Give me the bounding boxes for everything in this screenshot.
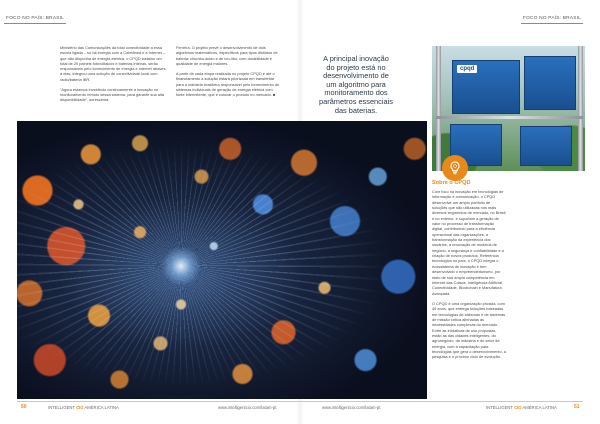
paragraph: Com foco na inovação em tecnologias de informação e comunicação, o CPQD desenvolve um amplo portfólio de soluções que são utilizadas nos mais diversos segmentos de mercado, no Brasil e no exterior, e suportam a geração de valor no processo de transformação digital, contribuindo para a eficiência operacional das organizações, a transformação da experiência dos usuários, a renovação de modelos de negócio, a segurança e confiabilidade e a criação de novos produtos. Referência tecnológica no país, o CPQD integra o ecossistema de inovação e tem desenvolvido o empreendedorismo, por meio de sua ampla competência em Internet das Coisas, Inteligência Artificial, Conectividade, Blockchain e Manufatura Avançada. xyxy=(432,189,506,296)
pull-quote-line: A principal inovação xyxy=(323,54,389,63)
sidebar-title: Sobre o CPQD xyxy=(432,180,471,186)
brand-suffix: AMÉRICA LATINA xyxy=(84,405,119,410)
sidebar-body xyxy=(432,189,506,365)
pull-quote-line: monitoramento dos xyxy=(324,88,388,98)
pull-quote-line: desenvolvimento de xyxy=(323,71,389,81)
frame-pole-left xyxy=(436,46,441,171)
pull-quote-line: um algoritmo para xyxy=(326,79,386,89)
brand-prefix: INTELLIGENT xyxy=(48,405,75,410)
lightbulb-gear-icon xyxy=(442,155,468,181)
brand-cio: CIO xyxy=(514,405,522,410)
footer-rule xyxy=(17,401,583,402)
footer-brand-left xyxy=(48,405,119,410)
footer-url-right: www.intelligentcio.com/latam-pt xyxy=(322,405,381,410)
pull-quote xyxy=(306,55,406,115)
battery-enclosure-lower-right xyxy=(520,126,572,166)
paragraph: "Agora estamos investindo continuamente a inovação no monitoramento remoto dessa sistema, para garantir sua alta disponibilidade", acrescenta xyxy=(60,86,165,103)
bulb-outline xyxy=(451,162,459,171)
bulb-tip xyxy=(454,173,457,174)
paragraph: A partir de cada etapa realizada no projeto CPQD e até o financiamento a solução estará priorizada em transferida para a indústria brasileira responsável pelo fornecimento de sistemas individuais de geração de energia elétrica com fonte intermitente, que é colocar o produto no mercado. ■ xyxy=(176,71,280,98)
battery-panel-photo xyxy=(432,46,585,171)
frame-pole-right xyxy=(578,46,583,171)
bulb-base xyxy=(453,172,457,173)
paragraph: Ministério das Comunicações da total conectividade a essa escola ligada – só há energia com a Coletânea e a Internet – que não dispunha de energia elétrica, o CPQD instalou um total de 20 painéis fotovoltaicos e baterias inteiras, serão responsáveis pelo fornecimento de energia e internet através à elas, integrou uma solução de conectividade local com rádio/bateria IBR. xyxy=(60,45,166,82)
page-number-left: 50 xyxy=(21,404,27,410)
frame-crossbar xyxy=(436,116,583,119)
section-label-left: FOCO NO PAÍS: BRASIL xyxy=(4,15,66,24)
section-label-right: FOCO NO PAÍS: BRASIL xyxy=(521,15,583,24)
pull-quote-line: das baterias. xyxy=(334,105,378,115)
paragraph: Ferreira. O projeto prevê o desenvolvimento de dois algoritmos matemáticos, específicos para tipos distintos de bateria: chumbo-ácido e de íon-lítio, com durabilidade e qualidade de energia maiores. xyxy=(176,45,278,66)
fiber-optic-photo xyxy=(17,121,427,399)
lightbulb-gear-icon-graphic xyxy=(447,160,463,176)
battery-enclosure-main xyxy=(452,60,520,114)
brand-cio: CIO xyxy=(76,405,84,410)
battery-enclosure-secondary xyxy=(524,56,576,110)
fiber-light-rays xyxy=(17,121,427,399)
brand-suffix: AMÉRICA LATINA xyxy=(522,405,557,410)
pull-quote-line: do projeto está no xyxy=(326,62,386,72)
gear-shape xyxy=(454,165,457,168)
page-number-right: 51 xyxy=(574,404,580,410)
article-column-1 xyxy=(60,45,166,108)
brand-prefix: INTELLIGENT xyxy=(486,405,513,410)
footer-url-left: www.intelligentcio.com/latam-pt xyxy=(218,405,277,410)
footer-brand-right xyxy=(486,405,557,410)
pull-quote-line: parâmetros essenciais xyxy=(319,96,393,106)
article-column-2 xyxy=(176,45,282,103)
fiber-light-core xyxy=(161,246,201,286)
cpqd-logo: cpqd xyxy=(457,65,477,73)
paragraph: O CPQD é uma organização privada, com 45 anos, que entrega soluções baseadas em tecnologias de sistemas e de sistemas de missão crítica alinhadas às necessidades complexas do mercado. Entre as iniciativas de uso propostas, estão as das cidades inteligentes, do agronegócio, da indústria e do setor de energia, com a capacitação para tecnologias que gera o desenvolvimento, a pesquisa e o próximo ciclo de evolução. xyxy=(432,300,506,360)
